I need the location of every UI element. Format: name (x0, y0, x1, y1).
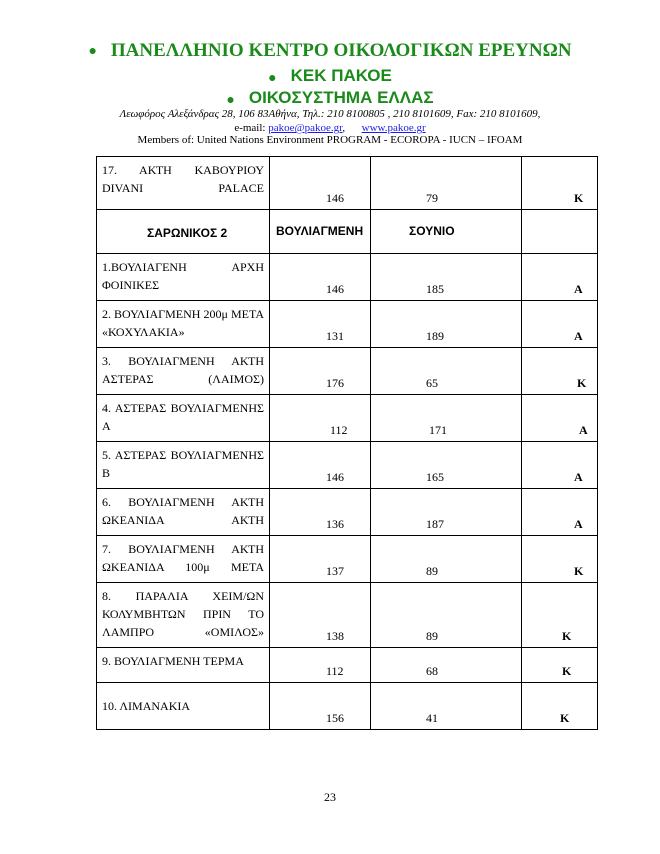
grade: Κ (577, 376, 587, 390)
beach-name: 9. ΒΟΥΛΙΑΓΜΕΝΗ ΤΕΡΜΑ (102, 654, 244, 668)
value-1: 176 (326, 376, 344, 390)
value-2: 187 (426, 517, 444, 531)
grade: Α (574, 282, 583, 296)
table-row (97, 395, 598, 442)
table-row (97, 683, 598, 730)
column-header-vouliagmeni: ΒΟΥΛΙΑΓΜΕΝΗ (276, 224, 364, 238)
beach-name: 7. ΒΟΥΛΙΑΓΜΕΝΗ ΑΚΤΗ ΩΚΕΑΝΙΔΑ 100μ ΜΕΤΑ (102, 542, 264, 574)
value-1: 137 (326, 564, 344, 578)
value-1: 138 (326, 629, 344, 643)
header-contact: e-mail: pakoe@pakoe.gr, www.pakoe.gr (234, 122, 426, 134)
header-ecosystem: ● ΟΙΚΟΣΥΣΤΗΜΑ ΕΛΛΑΣ (226, 88, 434, 107)
value-2: 79 (426, 191, 438, 205)
value-1: 156 (326, 711, 344, 725)
beach-name: 3. ΒΟΥΛΙΑΓΜΕΝΗ ΑΚΤΗ ΑΣΤΕΡΑΣ (ΛΑΙΜΟΣ) (102, 354, 264, 386)
value-1: 146 (326, 282, 344, 296)
grade: Α (574, 517, 583, 531)
table-row (97, 536, 598, 583)
column-header-sounio: ΣΟΥΝΙΟ (409, 224, 455, 238)
table-row (97, 348, 598, 395)
header-kek: ● ΚΕΚ ΠΑΚΟΕ (268, 66, 392, 85)
header-org-name: ● ΠΑΝΕΛΛΗΝΙΟ ΚΕΝΤΡΟ ΟΙΚΟΛΟΓΙΚΩΝ ΕΡΕΥΝΩΝ (88, 40, 572, 61)
value-1: 112 (330, 423, 348, 437)
value-2: 89 (426, 629, 438, 643)
grade: Κ (574, 191, 584, 205)
table-row (97, 648, 598, 683)
value-2: 189 (426, 329, 444, 343)
value-2: 89 (426, 564, 438, 578)
value-2: 185 (426, 282, 444, 296)
table-row (97, 489, 598, 536)
beach-name: 8. ΠΑΡΑΛΙΑ ΧΕΙΜ/ΩΝ ΚΟΛΥΜΒΗΤΩΝ ΠΡΙΝ ΤΟ ΛΑΜΠΡΟ «ΟΜΙΛΟΣ» (102, 589, 264, 639)
beach-name: 4. ΑΣΤΕΡΑΣ ΒΟΥΛΙΑΓΜΕΝΗΣ Α (102, 401, 264, 433)
beach-name: 5. ΑΣΤΕΡΑΣ ΒΟΥΛΙΑΓΜΕΝΗΣ Β (102, 448, 264, 480)
grade: Α (574, 329, 583, 343)
beach-name: 10. ΛΙΜΑΝΑΚΙΑ (102, 699, 191, 713)
table-row (97, 442, 598, 489)
page-number: 23 (324, 790, 336, 804)
section-header-row (97, 210, 598, 254)
beach-name: 2. ΒΟΥΛΙΑΓΜΕΝΗ 200μ ΜΕΤΑ «ΚΟΧΥΛΑΚΙΑ» (102, 307, 264, 339)
value-1: 146 (326, 470, 344, 484)
value-2: 171 (429, 423, 447, 437)
bullet-icon: ● (226, 90, 235, 107)
grade: Κ (562, 629, 572, 643)
beach-name: 6. ΒΟΥΛΙΑΓΜΕΝΗ ΑΚΤΗ ΩΚΕΑΝΙΔΑ ΑΚΤΗ (102, 495, 264, 527)
table-row (97, 583, 598, 648)
header-address: Λεωφόρος Αλεξάνδρας 28, 106 83Αθήνα, Τηλ.: 210 8100805 , 210 8101609, Fax: 210 8101609, (119, 108, 541, 120)
website-link[interactable]: www.pakoe.gr (361, 122, 426, 134)
value-1: 112 (326, 664, 344, 678)
table-row (97, 254, 598, 301)
grade: Κ (574, 564, 584, 578)
section-title: ΣΑΡΩΝΙΚΟΣ 2 (147, 226, 228, 240)
value-1: 146 (326, 191, 344, 205)
bullet-icon: ● (88, 43, 97, 59)
grade: Α (574, 470, 583, 484)
value-1: 131 (326, 329, 344, 343)
beach-name: 1.ΒΟΥΛΙΑΓΕΝΗ ΑΡΧΗ ΦΟΙΝΙΚΕΣ (102, 260, 264, 292)
value-2: 165 (426, 470, 444, 484)
header-members: Members of: United Nations Environment PROGRAM - ECOROPA - IUCN – IFOAM (137, 134, 523, 146)
grade: Κ (562, 664, 572, 678)
beach-table (96, 156, 598, 730)
beach-name: 17. ΑΚΤΗ ΚΑΒΟΥΡΙΟΥ DIVANI PALACE (102, 163, 264, 195)
grade: Κ (560, 711, 570, 725)
value-2: 41 (426, 711, 438, 725)
value-2: 68 (426, 664, 438, 678)
grade: Α (579, 423, 588, 437)
value-2: 65 (426, 376, 438, 390)
email-link[interactable]: pakoe@pakoe.gr (268, 122, 343, 134)
table-row (97, 301, 598, 348)
bullet-icon: ● (268, 68, 277, 85)
value-1: 136 (326, 517, 344, 531)
table-row (97, 157, 598, 210)
